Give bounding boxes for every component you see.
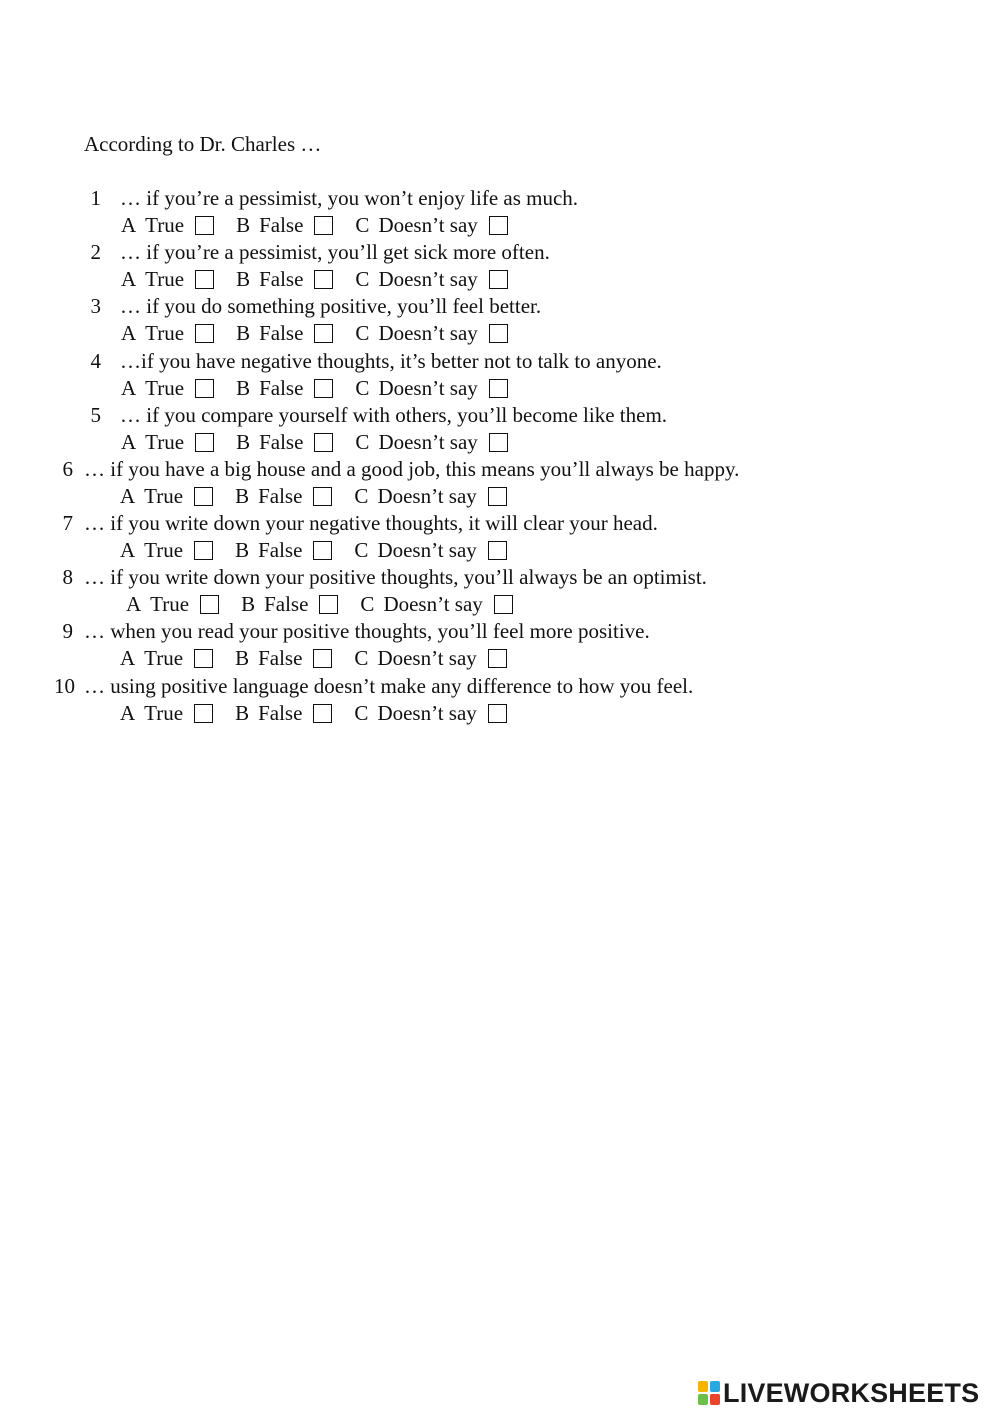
option-true[interactable] (121, 428, 214, 456)
option-letter: A (121, 267, 137, 291)
option-true[interactable] (120, 644, 213, 672)
option-letter: C (355, 376, 370, 400)
question-item (0, 292, 1000, 346)
option-label: False (264, 592, 309, 616)
option-letter: A (120, 646, 136, 670)
checkbox-true[interactable] (194, 541, 213, 560)
checkbox-true[interactable] (194, 649, 213, 668)
option-false[interactable] (236, 265, 333, 293)
option-false[interactable] (241, 590, 338, 618)
option-letter: C (354, 701, 369, 725)
option-letter: A (126, 592, 142, 616)
option-letter: C (355, 321, 370, 345)
checkbox-doesnt-say[interactable] (494, 595, 513, 614)
question-item (0, 617, 1000, 671)
option-letter: B (241, 592, 256, 616)
checkbox-doesnt-say[interactable] (488, 704, 507, 723)
answer-options (121, 265, 508, 293)
option-doesnt-say[interactable] (354, 482, 506, 510)
option-true[interactable] (121, 374, 214, 402)
option-label: True (144, 646, 184, 670)
option-letter: A (120, 701, 136, 725)
liveworksheets-logo-icon (698, 1381, 720, 1405)
option-label: False (259, 267, 304, 291)
option-letter: A (121, 376, 137, 400)
option-label: Doesn’t say (378, 267, 478, 291)
option-letter: B (235, 701, 250, 725)
option-letter: C (354, 646, 369, 670)
question-text: … if you compare yourself with others, you’ll become like them. (120, 403, 668, 427)
option-label: Doesn’t say (377, 484, 477, 508)
option-label: False (258, 538, 303, 562)
option-true[interactable] (120, 699, 213, 727)
question-item (0, 455, 1000, 509)
option-doesnt-say[interactable] (355, 374, 507, 402)
checkbox-doesnt-say[interactable] (488, 487, 507, 506)
question-text: … if you have a big house and a good job, this means you’ll always be happy. (84, 457, 740, 481)
option-label: Doesn’t say (377, 646, 477, 670)
option-label: True (145, 267, 185, 291)
option-true[interactable] (120, 482, 213, 510)
answer-options (126, 590, 513, 618)
option-label: False (259, 321, 304, 345)
option-doesnt-say[interactable] (355, 428, 507, 456)
answer-options (121, 428, 508, 456)
question-item (0, 563, 1000, 617)
option-doesnt-say[interactable] (355, 265, 507, 293)
option-label: Doesn’t say (383, 592, 483, 616)
option-true[interactable] (120, 536, 213, 564)
checkbox-true[interactable] (195, 379, 214, 398)
checkbox-doesnt-say[interactable] (489, 216, 508, 235)
option-letter: A (120, 484, 136, 508)
option-label: Doesn’t say (378, 376, 478, 400)
option-doesnt-say[interactable] (354, 536, 506, 564)
option-letter: B (235, 646, 250, 670)
checkbox-doesnt-say[interactable] (489, 433, 508, 452)
option-label: Doesn’t say (378, 321, 478, 345)
option-letter: C (360, 592, 375, 616)
answer-options (120, 644, 507, 672)
option-true[interactable] (126, 590, 219, 618)
option-label: Doesn’t say (377, 538, 477, 562)
checkbox-true[interactable] (195, 324, 214, 343)
question-text: … if you’re a pessimist, you won’t enjoy life as much. (120, 186, 579, 210)
checkbox-doesnt-say[interactable] (488, 649, 507, 668)
option-doesnt-say[interactable] (355, 211, 507, 239)
option-label: Doesn’t say (378, 213, 478, 237)
checkbox-doesnt-say[interactable] (489, 324, 508, 343)
option-letter: A (121, 321, 137, 345)
question-number: 5 (90, 403, 101, 427)
option-letter: C (355, 213, 370, 237)
option-true[interactable] (121, 211, 214, 239)
option-false[interactable] (235, 644, 332, 672)
intro-text: According to Dr. Charles … (84, 132, 322, 156)
question-text: … if you write down your positive thoughts, you’ll always be an optimist. (84, 565, 707, 589)
option-letter: B (235, 538, 250, 562)
question-item (0, 401, 1000, 455)
question-number: 10 (54, 674, 75, 698)
option-false[interactable] (235, 699, 332, 727)
option-letter: C (355, 430, 370, 454)
checkbox-doesnt-say[interactable] (488, 541, 507, 560)
option-false[interactable] (235, 482, 332, 510)
option-label: False (259, 376, 304, 400)
question-text: … if you’re a pessimist, you’ll get sick more often. (120, 240, 550, 264)
question-item (0, 347, 1000, 401)
option-false[interactable] (236, 319, 333, 347)
question-number: 4 (90, 349, 101, 373)
question-number: 7 (62, 511, 73, 535)
option-false[interactable] (236, 428, 333, 456)
question-item (0, 238, 1000, 292)
option-doesnt-say[interactable] (355, 319, 507, 347)
question-item (0, 672, 1000, 726)
checkbox-doesnt-say[interactable] (489, 270, 508, 289)
checkbox-true[interactable] (194, 487, 213, 506)
option-letter: C (355, 267, 370, 291)
option-label: True (144, 484, 184, 508)
option-letter: A (120, 538, 136, 562)
option-label: False (258, 484, 303, 508)
checkbox-false[interactable] (313, 487, 332, 506)
checkbox-false[interactable] (314, 433, 333, 452)
option-label: False (258, 701, 303, 725)
option-label: Doesn’t say (378, 430, 478, 454)
checkbox-true[interactable] (195, 216, 214, 235)
checkbox-false[interactable] (313, 541, 332, 560)
question-number: 6 (62, 457, 73, 481)
question-text: … when you read your positive thoughts, you’ll feel more positive. (84, 619, 650, 643)
checkbox-true[interactable] (194, 704, 213, 723)
checkbox-true[interactable] (195, 433, 214, 452)
option-label: True (145, 376, 185, 400)
option-letter: C (354, 538, 369, 562)
answer-options (121, 211, 508, 239)
question-number: 8 (62, 565, 73, 589)
checkbox-false[interactable] (314, 379, 333, 398)
option-false[interactable] (236, 374, 333, 402)
option-label: True (144, 701, 184, 725)
option-label: True (145, 213, 185, 237)
checkbox-doesnt-say[interactable] (489, 379, 508, 398)
logo-tile-green (698, 1394, 708, 1405)
question-number: 2 (90, 240, 101, 264)
question-item (0, 509, 1000, 563)
question-text: … if you do something positive, you’ll feel better. (120, 294, 542, 318)
option-true[interactable] (121, 319, 214, 347)
question-number: 3 (90, 294, 101, 318)
option-label: False (258, 646, 303, 670)
option-letter: B (236, 376, 251, 400)
question-number: 9 (62, 619, 73, 643)
answer-options (120, 482, 507, 510)
checkbox-false[interactable] (313, 704, 332, 723)
option-label: True (150, 592, 190, 616)
checkbox-true[interactable] (195, 270, 214, 289)
logo-tile-red (710, 1394, 720, 1405)
option-label: True (145, 430, 185, 454)
checkbox-false[interactable] (314, 270, 333, 289)
option-label: True (144, 538, 184, 562)
answer-options (120, 699, 507, 727)
logo-tile-blue (710, 1381, 720, 1392)
option-true[interactable] (121, 265, 214, 293)
option-label: Doesn’t say (377, 701, 477, 725)
option-letter: A (121, 430, 137, 454)
checkbox-false[interactable] (313, 649, 332, 668)
option-letter: B (236, 430, 251, 454)
liveworksheets-logo-text: LIVEWORKSHEETS (723, 1377, 980, 1408)
checkbox-false[interactable] (319, 595, 338, 614)
option-doesnt-say[interactable] (354, 644, 506, 672)
answer-options (121, 374, 508, 402)
checkbox-false[interactable] (314, 216, 333, 235)
answer-options (120, 536, 507, 564)
checkbox-false[interactable] (314, 324, 333, 343)
option-letter: B (236, 267, 251, 291)
option-label: False (259, 213, 304, 237)
question-item (0, 184, 1000, 238)
question-number: 1 (90, 186, 101, 210)
question-text: … if you write down your negative thoughts, it will clear your head. (84, 511, 658, 535)
logo-tile-yellow (698, 1381, 708, 1392)
option-letter: B (236, 213, 251, 237)
liveworksheets-logo (698, 1378, 979, 1408)
question-text: … using positive language doesn’t make any difference to how you feel. (84, 674, 694, 698)
option-letter: B (235, 484, 250, 508)
question-text: …if you have negative thoughts, it’s better not to talk to anyone. (120, 349, 662, 373)
checkbox-true[interactable] (200, 595, 219, 614)
option-label: False (259, 430, 304, 454)
option-doesnt-say[interactable] (354, 699, 506, 727)
option-doesnt-say[interactable] (360, 590, 512, 618)
option-label: True (145, 321, 185, 345)
option-letter: B (236, 321, 251, 345)
option-false[interactable] (236, 211, 333, 239)
option-false[interactable] (235, 536, 332, 564)
answer-options (121, 319, 508, 347)
option-letter: C (354, 484, 369, 508)
option-letter: A (121, 213, 137, 237)
